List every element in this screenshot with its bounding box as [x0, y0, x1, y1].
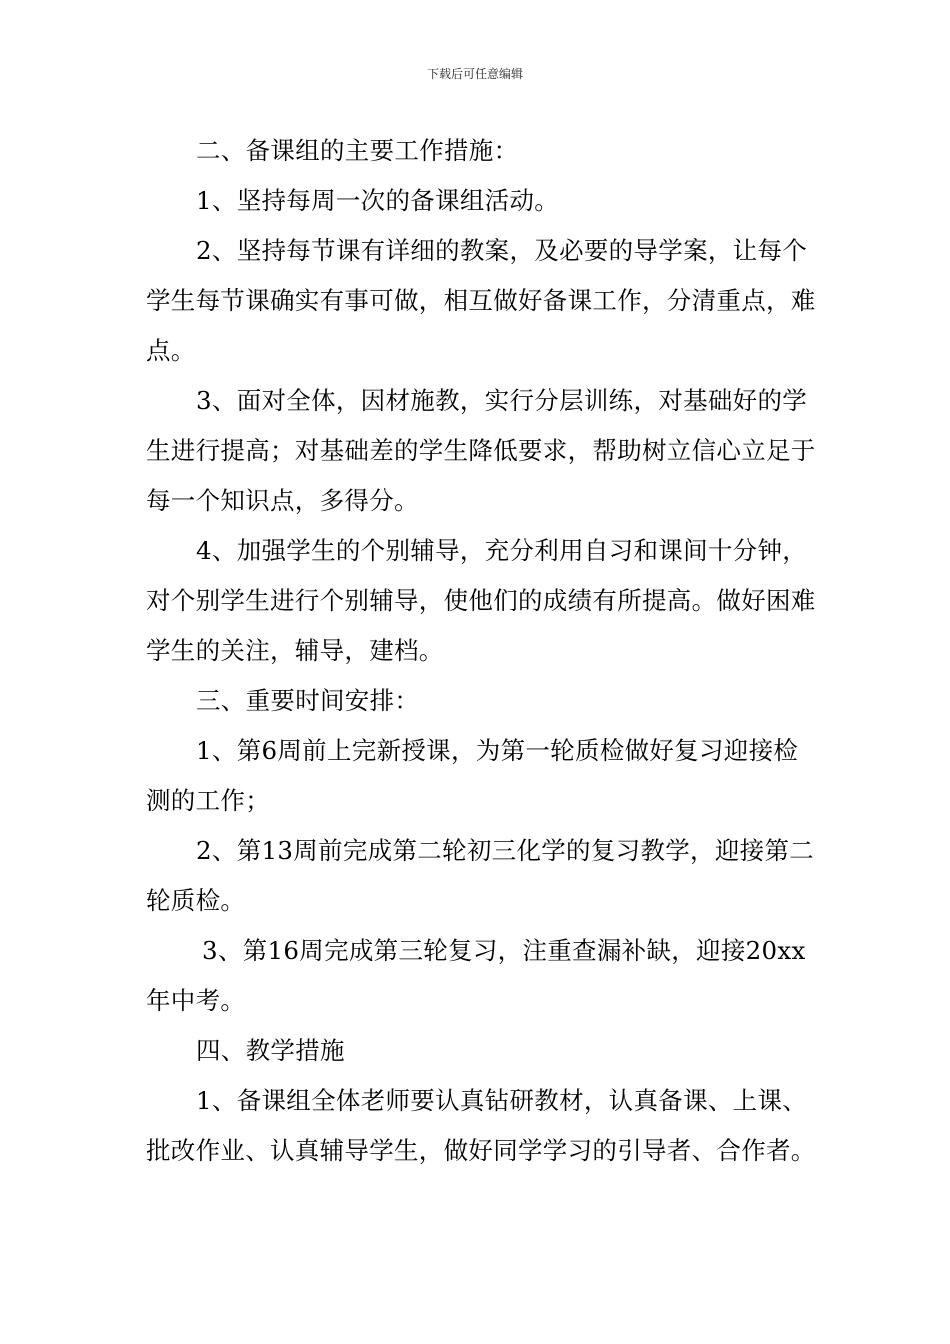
page-header-note: 下载后可任意编辑	[426, 67, 523, 81]
section-heading-4: 四、教学措施	[196, 1036, 345, 1065]
paragraph-item: 3、面对全体，因材施教，实行分层训练，对基础好的学生进行提高；对基础差的学生降低要求，帮助树立信心立足于每一个知识点，多得分。	[146, 386, 816, 515]
paragraph-item: 1、备课组全体老师要认真钻研教材，认真备课、上课、批改作业、认真辅导学生，做好同学学习的引导者、合作者。	[146, 1086, 816, 1165]
paragraph-item: 4、加强学生的个别辅导，充分利用自习和课间十分钟，对个别学生进行个别辅导，使他们的成绩有所提高。做好困难学生的关注，辅导，建档。	[146, 536, 816, 665]
paragraph-item: 1、坚持每周一次的备课组活动。	[196, 186, 560, 215]
paragraph-item: 3、第16周完成第三轮复习，注重查漏补缺，迎接20xx年中考。	[146, 936, 806, 1015]
paragraph-item: 2、第13周前完成第二轮初三化学的复习教学，迎接第二轮质检。	[146, 836, 815, 915]
section-heading-3: 三、重要时间安排：	[196, 686, 420, 715]
document-body	[146, 126, 818, 1176]
paragraph-item: 1、第6周前上完新授课，为第一轮质检做好复习迎接检测的工作；	[146, 736, 799, 815]
paragraph-item: 2、坚持每节课有详细的教案，及必要的导学案，让每个学生每节课确实有事可做，相互做好备课工作，分清重点，难点。	[146, 236, 816, 365]
section-heading-2: 二、备课组的主要工作措施：	[196, 136, 519, 165]
